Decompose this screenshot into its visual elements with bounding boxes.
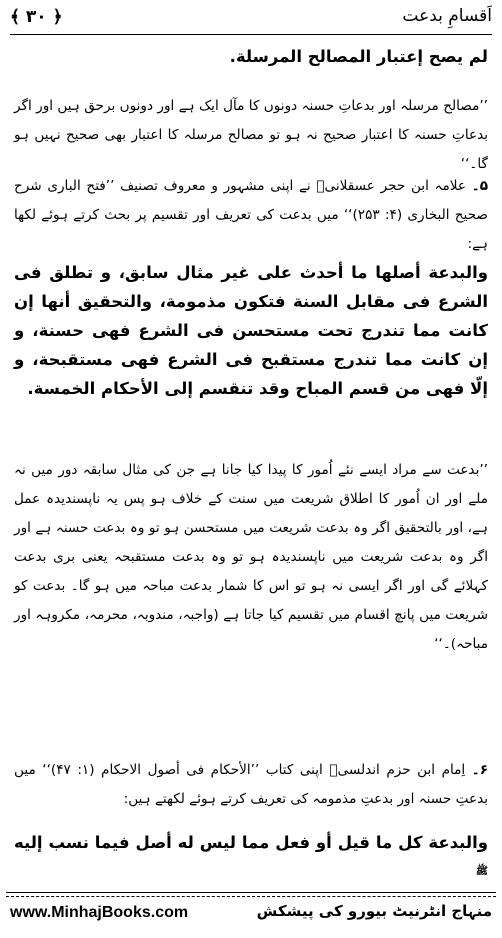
arabic-quote-ibn-hazm xyxy=(14,828,488,890)
page-footer xyxy=(0,892,502,932)
item-number-5: ۵۔ xyxy=(471,178,488,194)
arabic-line-maslahah: لم يصح إعتبار المصالح المرسلة. xyxy=(229,47,488,66)
item-5-text: علامہ ابن حجر عسقلانیؒ نے اپنی مشہور و معروف تصنیف ’’فتح الباری شرح صحیح البخاری (۴: ۲۵۳)‘‘ میں بدعت کی تعریف اور تقسیم پر بحث کرتے ہوئے لکھا ہے: xyxy=(14,178,488,252)
publisher-credit: منہاج انٹرنیٹ بیورو کی پیشکش xyxy=(256,902,492,920)
arabic-quote-fath-al-bari: والبدعة أصلها ما أحدث على غير مثال سابق، و تطلق فى الشرع فى مقابل السنة فتكون مذمومة، والتحقيق أنها إن كانت مما تندرج تحت مستحسن فى الشرع فهى حسنة، و إن كانت مما تندرج مستقبح فى الشرع فهى مستقبحة، و إلّا فهى من قسم المباح وقد تنقسم إلى الأحكام الخمسة. xyxy=(14,263,488,398)
urdu-translation-1: ’’مصالح مرسلہ اور بدعاتِ حسنہ دونوں کا مآل ایک ہے اور دونوں برحق ہیں اور اگر بدعاتِ حسنہ کا اعتبار صحیح نہ ہو تو مصالح مرسلہ کا اعتبار بھی صحیح نہیں ہو گا۔‘‘ xyxy=(14,98,488,172)
footer-rule xyxy=(6,892,496,893)
arabic-quote-ibn-hazm-text: والبدعة كل ما قيل أو فعل مما ليس له أصل فيما نسب إليه xyxy=(14,833,488,852)
item-5-paragraph xyxy=(14,172,488,259)
running-title: اَقسامِ بدعت xyxy=(402,6,492,26)
urdu-translation-2: ’’بدعت سے مراد ایسے نئے اُمور کا پیدا کیا جانا ہے جن کی مثال سابقہ دور میں نہ ملے اور ان اُمور کا اطلاق شریعت میں سنت کے خلاف ہو پس یہ ناپسندیدہ عمل ہے، اور بالتحقیق اگر وہ بدعت شریعت میں مستحسن ہو تو وہ بدعت حسنہ ہے اور اگر وہ بدعت شریعت میں ناپسندیدہ ہو تو وہ بدعت مستقبحہ یعنی بری بدعت کہلائے گی اور اگر ایسی نہ ہو تو اس کا شمار بدعت مباحہ میں ہو گا۔ بدعت کو شریعت میں پانچ اقسام میں تقسیم کیا جاتا ہے (واجبہ، مندوبہ، محرمہ، مکروہہ اور مباحہ)۔‘‘ xyxy=(14,462,488,652)
header-rule xyxy=(10,34,492,35)
footer-dashed-rule xyxy=(6,896,496,897)
page-header xyxy=(10,6,492,34)
item-number-6: ۶۔ xyxy=(471,762,489,778)
salutation-glyph: ﷺ xyxy=(475,866,488,877)
website-link[interactable]: www.MinhajBooks.com xyxy=(10,904,189,921)
item-6-paragraph xyxy=(14,756,488,814)
page-number: ﴿ ۳۰ ﴾ xyxy=(10,7,63,27)
item-6-text: اِمام ابن حزم اندلسیؒ اپنی کتاب ’’الأحكام فى أصول الاحكام (۱: ۴۷)‘‘ میں بدعتِ حسنہ اور بدعتِ مذمومہ کی تعریف کرتے ہوئے لکھتے ہیں: xyxy=(14,762,488,807)
